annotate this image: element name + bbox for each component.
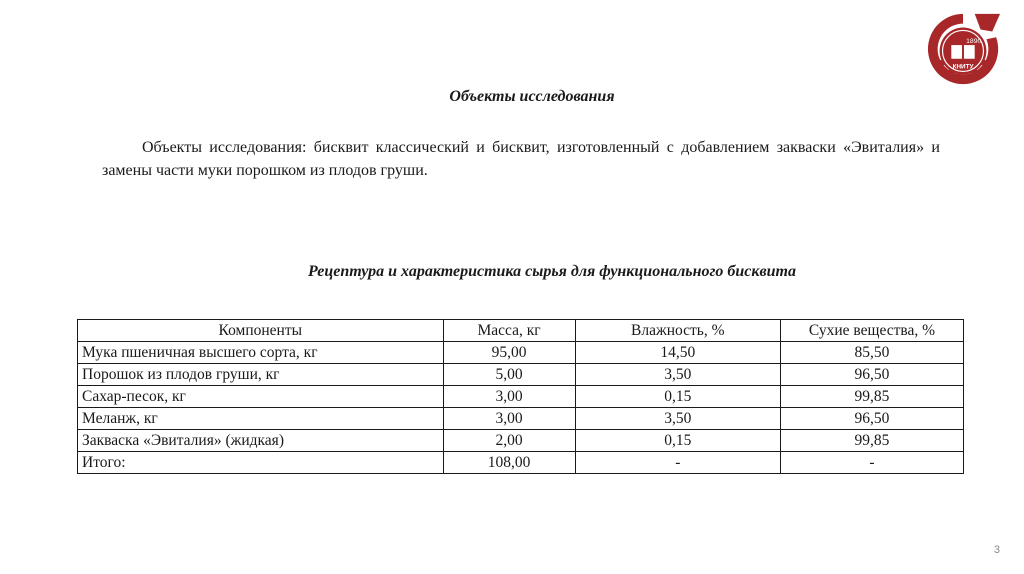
cell-mass: 3,00 — [443, 408, 575, 430]
cell-dry-matter: 99,85 — [780, 430, 963, 452]
cell-dry-matter: - — [780, 452, 963, 474]
cell-component: Порошок из плодов груши, кг — [78, 364, 444, 386]
cell-component: Сахар-песок, кг — [78, 386, 444, 408]
cell-component: Меланж, кг — [78, 408, 444, 430]
header-components: Компоненты — [78, 320, 444, 342]
table-header-row — [78, 320, 964, 342]
cell-mass: 3,00 — [443, 386, 575, 408]
cell-component: Закваска «Эвиталия» (жидкая) — [78, 430, 444, 452]
table-row — [78, 386, 964, 408]
cell-dry-matter: 85,50 — [780, 342, 963, 364]
description-paragraph: Объекты исследования: бисквит классический и бисквит, изготовленный с добавлением закваски «Эвиталия» и замены части муки порошком из плодов груши. — [102, 139, 940, 179]
header-moisture: Влажность, % — [575, 320, 780, 342]
logo-name: КНИТУ — [952, 63, 974, 71]
cell-component: Мука пшеничная высшего сорта, кг — [78, 342, 444, 364]
table-row — [78, 430, 964, 452]
cell-moisture: 0,15 — [575, 386, 780, 408]
table-title: Рецептура и характеристика сырья для функционального бисквита — [308, 263, 796, 280]
table-total-row — [78, 452, 964, 474]
section-title: Объекты исследования — [449, 88, 615, 105]
cell-dry-matter: 96,50 — [780, 408, 963, 430]
cell-moisture: - — [575, 452, 780, 474]
cell-moisture: 14,50 — [575, 342, 780, 364]
cell-component: Итого: — [78, 452, 444, 474]
cell-mass: 2,00 — [443, 430, 575, 452]
cell-mass: 95,00 — [443, 342, 575, 364]
table-row — [78, 364, 964, 386]
cell-dry-matter: 96,50 — [780, 364, 963, 386]
cell-mass: 5,00 — [443, 364, 575, 386]
cell-mass: 108,00 — [443, 452, 575, 474]
logo-year: 1890 — [966, 38, 982, 46]
book-icon — [951, 45, 974, 59]
university-logo — [924, 10, 1002, 88]
cell-moisture: 3,50 — [575, 364, 780, 386]
table-row — [78, 408, 964, 430]
recipe-table — [77, 319, 964, 474]
cell-moisture: 0,15 — [575, 430, 780, 452]
page-number: 3 — [993, 544, 1000, 556]
table-row — [78, 342, 964, 364]
header-dry-matter: Сухие вещества, % — [780, 320, 963, 342]
cell-moisture: 3,50 — [575, 408, 780, 430]
cell-dry-matter: 99,85 — [780, 386, 963, 408]
header-mass: Масса, кг — [443, 320, 575, 342]
